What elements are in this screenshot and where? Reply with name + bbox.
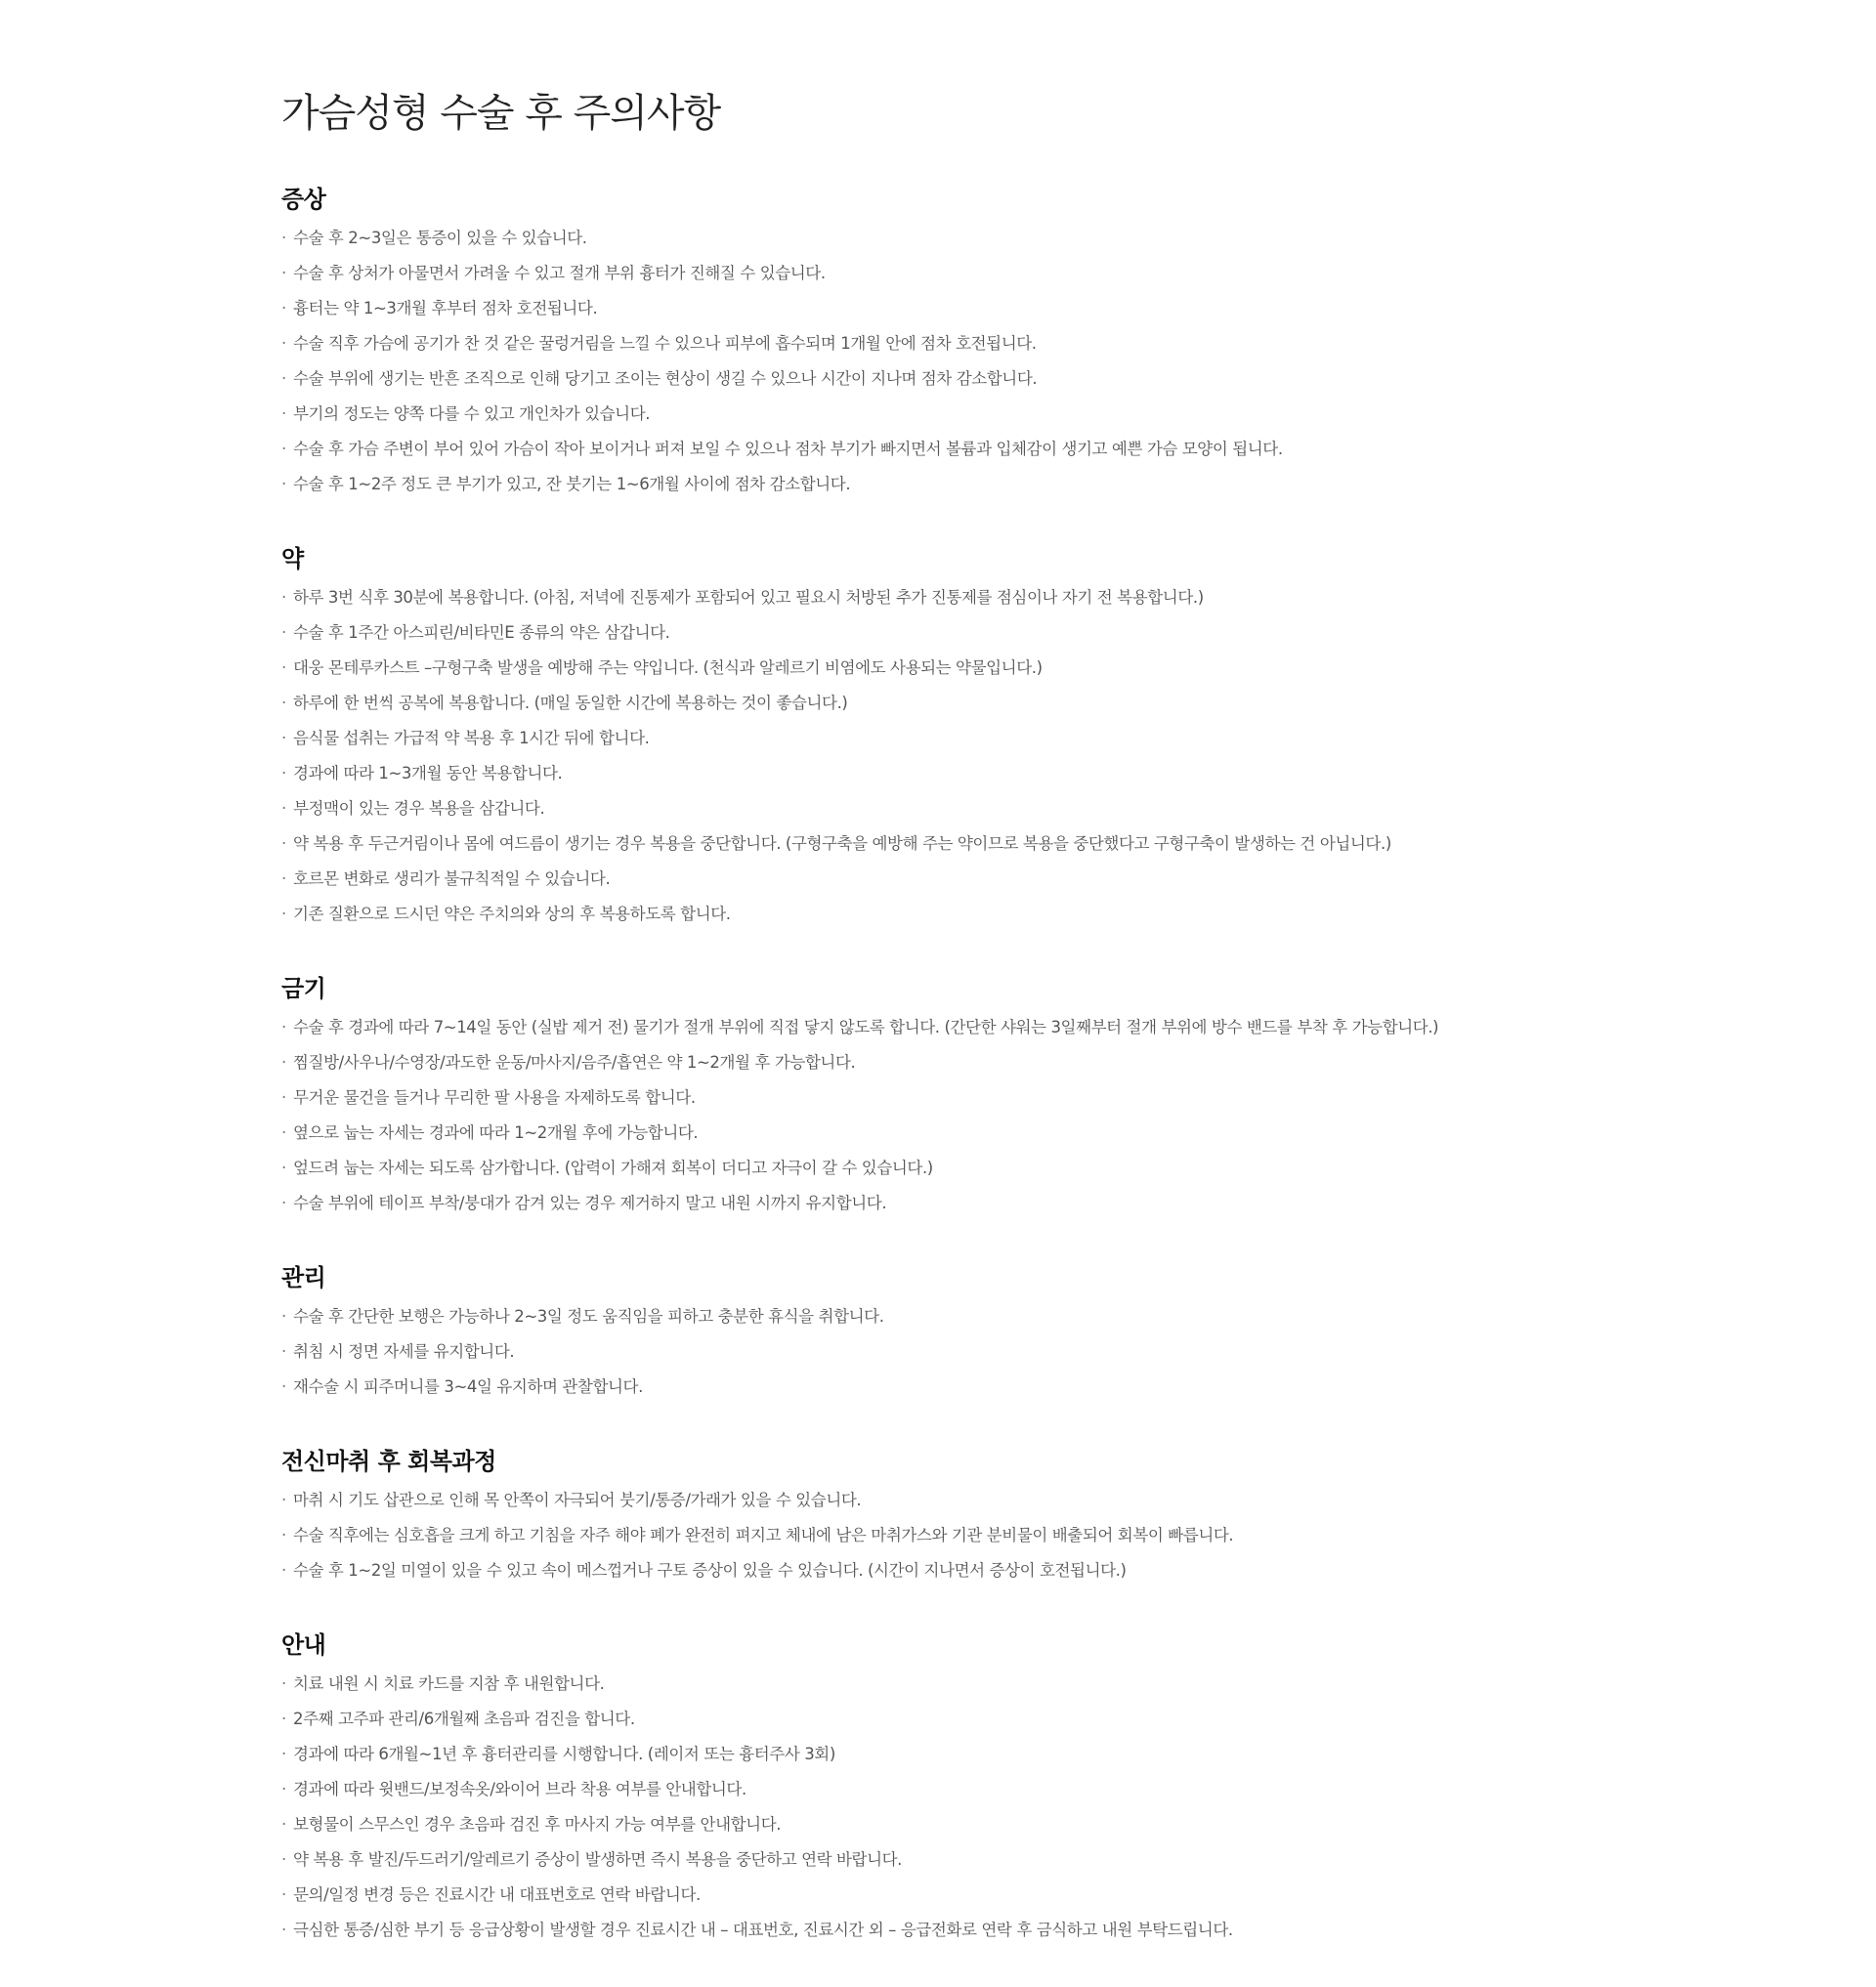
list-item [281, 1737, 1591, 1772]
list-item-text: 수술 후 경과에 따라 7~14일 동안 (실밥 제거 전) 물기가 절개 부위에 직접 닿지 않도록 합니다. (간단한 샤워는 3일째부터 절개 부위에 방수 밴드를 부착 후 가능합니다.) [293, 1018, 1439, 1036]
list-item [281, 1010, 1591, 1045]
list-item-text: 기존 질환으로 드시던 약은 주치의와 상의 후 복용하도록 합니다. [293, 905, 731, 923]
list-item [281, 397, 1591, 432]
list-item [281, 326, 1591, 361]
bullet-icon: · [281, 694, 286, 712]
bullet-icon: · [281, 1088, 286, 1107]
list-item-text: 수술 후 1주간 아스피린/비타민E 종류의 약은 삼갑니다. [293, 623, 670, 642]
list-item-text: 2주째 고주파 관리/6개월째 초음파 검진을 합니다. [293, 1710, 635, 1728]
list-item-text: 수술 후 1~2주 정도 큰 부기가 있고, 잔 붓기는 1~6개월 사이에 점차 감소합니다. [293, 475, 851, 493]
section-title: 금기 [281, 975, 326, 1002]
list-item [281, 756, 1591, 791]
list-item [281, 1045, 1591, 1080]
list-item-text: 경과에 따라 6개월~1년 후 흉터관리를 시행합니다. (레이저 또는 흉터주사 3회) [293, 1745, 835, 1763]
bullet-icon: · [281, 1850, 286, 1869]
bullet-icon: · [281, 905, 286, 923]
list-item [281, 1116, 1591, 1151]
list-item [281, 615, 1591, 651]
list-item-text: 취침 시 정면 자세를 유지합니다. [293, 1342, 515, 1361]
list-item [281, 256, 1591, 291]
list-item [281, 1483, 1591, 1518]
section [281, 182, 1591, 502]
list-item-text: 엎드려 눕는 자세는 되도록 삼가합니다. (압력이 가해져 회복이 더디고 자극이 갈 수 있습니다.) [293, 1159, 933, 1177]
section-title: 약 [281, 545, 304, 572]
list-item-text: 수술 후 가슴 주변이 부어 있어 가슴이 작아 보이거나 퍼져 보일 수 있으나 점차 부기가 빠지면서 볼륨과 입체감이 생기고 예쁜 가슴 모양이 됩니다. [293, 440, 1283, 458]
bullet-icon: · [281, 588, 286, 607]
list-item-text: 부기의 정도는 양쪽 다를 수 있고 개인차가 있습니다. [293, 404, 651, 423]
bullet-icon: · [281, 229, 286, 247]
bullet-icon: · [281, 475, 286, 493]
list-item [281, 1370, 1591, 1405]
bullet-icon: · [281, 869, 286, 888]
list-item [281, 1186, 1591, 1221]
item-list [281, 1299, 1591, 1405]
list-item [281, 467, 1591, 502]
list-item [281, 1553, 1591, 1588]
list-item [281, 897, 1591, 932]
item-list [281, 1667, 1591, 1948]
bullet-icon: · [281, 1745, 286, 1763]
list-item-text: 경과에 따라 윗밴드/보정속옷/와이어 브라 착용 여부를 안내합니다. [293, 1780, 746, 1798]
list-item-text: 수술 직후에는 심호흡을 크게 하고 기침을 자주 해야 폐가 완전히 펴지고 체내에 남은 마취가스와 기관 분비물이 배출되어 회복이 빠릅니다. [293, 1526, 1234, 1544]
item-list [281, 1483, 1591, 1588]
bullet-icon: · [281, 369, 286, 388]
bullet-icon: · [281, 334, 286, 353]
list-item-text: 옆으로 눕는 자세는 경과에 따라 1~2개월 후에 가능합니다. [293, 1123, 699, 1142]
bullet-icon: · [281, 1885, 286, 1904]
bullet-icon: · [281, 1491, 286, 1509]
list-item-text: 수술 부위에 테이프 부착/붕대가 감겨 있는 경우 제거하지 말고 내원 시까지 유지합니다. [293, 1194, 887, 1212]
list-item-text: 수술 후 간단한 보행은 가능하나 2~3일 정도 움직임을 피하고 충분한 휴식을 취합니다. [293, 1307, 884, 1326]
bullet-icon: · [281, 299, 286, 317]
page-title: 가슴성형 수술 후 주의사항 [281, 91, 721, 136]
bullet-icon: · [281, 1194, 286, 1212]
list-item [281, 1702, 1591, 1737]
bullet-icon: · [281, 1377, 286, 1396]
bullet-icon: · [281, 1710, 286, 1728]
bullet-icon: · [281, 1780, 286, 1798]
list-item-text: 극심한 통증/심한 부기 등 응급상황이 발생할 경우 진료시간 내 – 대표번호, 진료시간 외 – 응급전화로 연락 후 금식하고 내원 부탁드립니다. [293, 1921, 1233, 1939]
section-title: 증상 [281, 186, 326, 213]
list-item [281, 791, 1591, 826]
list-item [281, 1842, 1591, 1878]
bullet-icon: · [281, 1342, 286, 1361]
list-item [281, 1807, 1591, 1842]
list-item [281, 580, 1591, 615]
bullet-icon: · [281, 658, 286, 677]
list-item [281, 1334, 1591, 1370]
bullet-icon: · [281, 1815, 286, 1834]
section-title: 안내 [281, 1631, 326, 1659]
list-item-text: 마취 시 기도 삽관으로 인해 목 안쪽이 자극되어 붓기/통증/가래가 있을 수 있습니다. [293, 1491, 862, 1509]
bullet-icon: · [281, 1053, 286, 1072]
bullet-icon: · [281, 1123, 286, 1142]
list-item [281, 1772, 1591, 1807]
bullet-icon: · [281, 1921, 286, 1939]
bullet-icon: · [281, 264, 286, 282]
list-item [281, 1667, 1591, 1702]
list-item-text: 약 복용 후 발진/두드러기/알레르기 증상이 발생하면 즉시 복용을 중단하고 연락 바랍니다. [293, 1850, 903, 1869]
list-item-text: 흉터는 약 1~3개월 후부터 점차 호전됩니다. [293, 299, 598, 317]
list-item [281, 721, 1591, 756]
section [281, 1444, 1591, 1588]
list-item-text: 문의/일정 변경 등은 진료시간 내 대표번호로 연락 바랍니다. [293, 1885, 701, 1904]
list-item-text: 부정맥이 있는 경우 복용을 삼갑니다. [293, 799, 545, 818]
list-item-text: 약 복용 후 두근거림이나 몸에 여드름이 생기는 경우 복용을 중단합니다. (구형구축을 예방해 주는 약이므로 복용을 중단했다고 구형구축이 발생하는 건 아닙니다.) [293, 834, 1391, 853]
bullet-icon: · [281, 404, 286, 423]
list-item [281, 1299, 1591, 1334]
list-item [281, 291, 1591, 326]
list-item-text: 수술 후 2~3일은 통증이 있을 수 있습니다. [293, 229, 587, 247]
list-item [281, 432, 1591, 467]
list-item-text: 음식물 섭취는 가급적 약 복용 후 1시간 뒤에 합니다. [293, 729, 650, 747]
list-item-text: 하루에 한 번씩 공복에 복용합니다. (매일 동일한 시간에 복용하는 것이 좋습니다.) [293, 694, 848, 712]
bullet-icon: · [281, 729, 286, 747]
list-item-text: 호르몬 변화로 생리가 불규칙적일 수 있습니다. [293, 869, 611, 888]
list-item-text: 재수술 시 피주머니를 3~4일 유지하며 관찰합니다. [293, 1377, 643, 1396]
bullet-icon: · [281, 1307, 286, 1326]
list-item [281, 862, 1591, 897]
bullet-icon: · [281, 764, 286, 782]
bullet-icon: · [281, 623, 286, 642]
list-item-text: 수술 부위에 생기는 반흔 조직으로 인해 당기고 조이는 현상이 생길 수 있으나 시간이 지나며 점차 감소합니다. [293, 369, 1038, 388]
list-item [281, 221, 1591, 256]
item-list [281, 221, 1591, 502]
list-item [281, 1878, 1591, 1913]
bullet-icon: · [281, 799, 286, 818]
list-item-text: 찜질방/사우나/수영장/과도한 운동/마사지/음주/흡연은 약 1~2개월 후 가능합니다. [293, 1053, 856, 1072]
section-title: 전신마취 후 회복과정 [281, 1448, 496, 1475]
bullet-icon: · [281, 440, 286, 458]
list-item-text: 보형물이 스무스인 경우 초음파 검진 후 마사지 가능 여부를 안내합니다. [293, 1815, 782, 1834]
section [281, 541, 1591, 932]
content-area [281, 84, 1591, 1987]
section [281, 971, 1591, 1221]
bullet-icon: · [281, 1159, 286, 1177]
list-item-text: 대웅 몬테루카스트 –구형구축 발생을 예방해 주는 약입니다. (천식과 알레르기 비염에도 사용되는 약물입니다.) [293, 658, 1043, 677]
section-title: 관리 [281, 1264, 326, 1291]
bullet-icon: · [281, 834, 286, 853]
list-item [281, 651, 1591, 686]
list-item [281, 361, 1591, 397]
list-item [281, 1080, 1591, 1116]
bullet-icon: · [281, 1018, 286, 1036]
sections-container [281, 182, 1591, 1948]
section [281, 1628, 1591, 1948]
list-item [281, 1151, 1591, 1186]
bullet-icon: · [281, 1561, 286, 1580]
bullet-icon: · [281, 1674, 286, 1693]
section [281, 1260, 1591, 1405]
list-item-text: 무거운 물건을 들거나 무리한 팔 사용을 자제하도록 합니다. [293, 1088, 696, 1107]
list-item-text: 수술 후 상처가 아물면서 가려울 수 있고 절개 부위 흉터가 진해질 수 있습니다. [293, 264, 826, 282]
list-item [281, 1518, 1591, 1553]
list-item-text: 수술 직후 가슴에 공기가 찬 것 같은 꿀렁거림을 느낄 수 있으나 피부에 흡수되며 1개월 안에 점차 호전됩니다. [293, 334, 1037, 353]
list-item-text: 수술 후 1~2일 미열이 있을 수 있고 속이 메스껍거나 구토 증상이 있을 수 있습니다. (시간이 지나면서 증상이 호전됩니다.) [293, 1561, 1127, 1580]
list-item [281, 686, 1591, 721]
list-item [281, 1913, 1591, 1948]
list-item-text: 경과에 따라 1~3개월 동안 복용합니다. [293, 764, 563, 782]
list-item-text: 치료 내원 시 치료 카드를 지참 후 내원합니다. [293, 1674, 605, 1693]
list-item [281, 826, 1591, 862]
list-item-text: 하루 3번 식후 30분에 복용합니다. (아침, 저녁에 진통제가 포함되어 있고 필요시 처방된 추가 진통제를 점심이나 자기 전 복용합니다.) [293, 588, 1204, 607]
item-list [281, 1010, 1591, 1221]
item-list [281, 580, 1591, 932]
bullet-icon: · [281, 1526, 286, 1544]
